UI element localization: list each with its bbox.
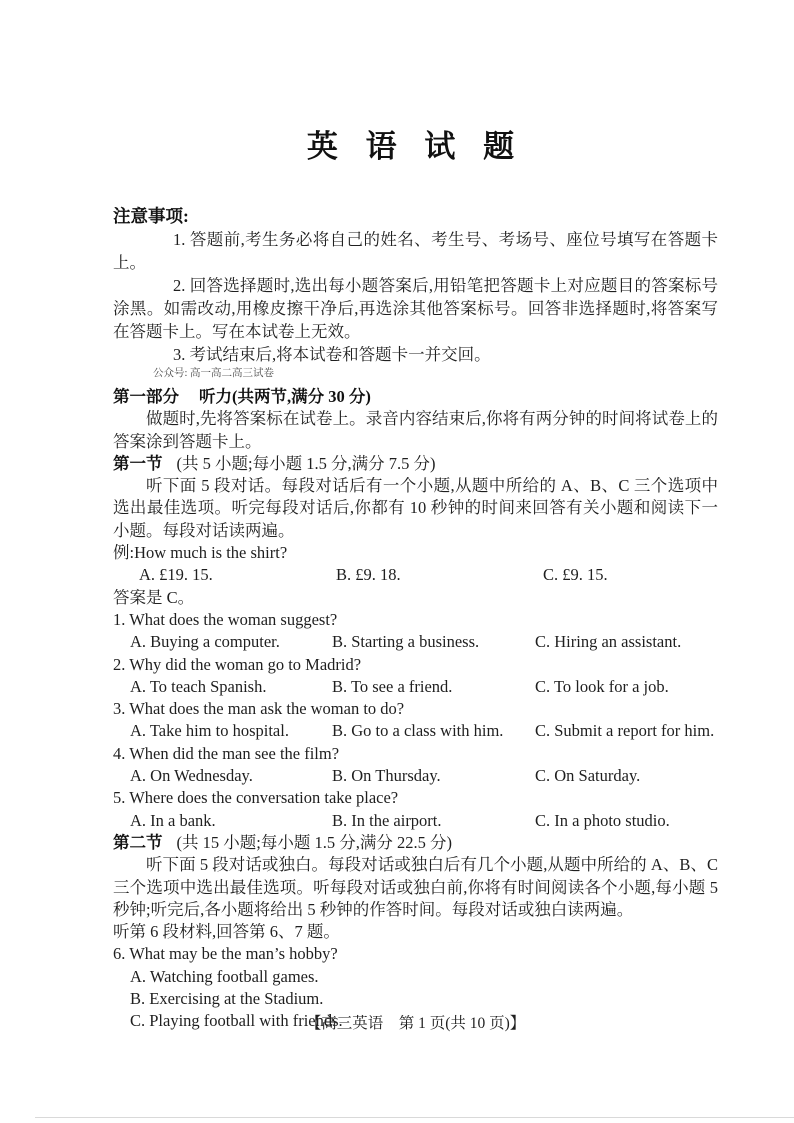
question-2-option-b: B. To see a friend. bbox=[332, 676, 453, 696]
section1-label: 第一节 bbox=[113, 453, 163, 473]
example-options-row bbox=[113, 564, 718, 586]
question-4-text: 4. When did the man see the film? bbox=[113, 743, 340, 763]
question-2-option-c: C. To look for a job. bbox=[535, 676, 669, 696]
section1-instructions: 听下面 5 段对话。每段对话后有一个小题,从题中所给的 A、B、C 三个选项中选出最佳选项。听完每段对话后,你都有 10 秒钟的时间来回答有关小题和阅读下一小题。每段对话读两遍。 bbox=[113, 476, 718, 540]
question-3-option-b: B. Go to a class with him. bbox=[332, 721, 504, 741]
watermark-text: 公众号: 高一高二高三试卷 bbox=[153, 368, 275, 379]
example-answer: 答案是 C。 bbox=[113, 587, 195, 607]
question-2-option-a: A. To teach Spanish. bbox=[130, 676, 267, 696]
question-1-option-b: B. Starting a business. bbox=[332, 632, 480, 652]
part1-title: 听力(共两节,满分 30 分) bbox=[199, 387, 371, 406]
section2-subtitle: (共 15 小题;每小题 1.5 分,满分 22.5 分) bbox=[176, 832, 452, 852]
part1-heading bbox=[113, 386, 718, 408]
notice-heading: 注意事项: bbox=[113, 206, 189, 226]
section2-heading bbox=[113, 832, 718, 854]
part1-label: 第一部分 bbox=[113, 387, 179, 406]
question-4-option-c: C. On Saturday. bbox=[535, 766, 641, 786]
question-4-options bbox=[113, 765, 718, 787]
notice-item-1: 1. 答题前,考生务必将自己的姓名、考生号、考场号、座位号填写在答题卡上。 bbox=[113, 230, 718, 272]
question-3-option-c: C. Submit a report for him. bbox=[535, 721, 715, 741]
question-5-option-c: C. In a photo studio. bbox=[535, 810, 670, 830]
question-2-text: 2. Why did the woman go to Madrid? bbox=[113, 654, 362, 674]
question-5-option-b: B. In the airport. bbox=[332, 810, 442, 830]
question-1-text: 1. What does the woman suggest? bbox=[113, 609, 338, 629]
section1-heading bbox=[113, 453, 718, 475]
notice-item-2: 2. 回答选择题时,选出每小题答案后,用铅笔把答题卡上对应题目的答案标号涂黑。如需改动,用橡皮擦干净后,再选涂其他答案标号。回答非选择题时,将答案写在答题卡上。写在本试卷上无效。 bbox=[113, 276, 718, 341]
question-3-option-a: A. Take him to hospital. bbox=[130, 721, 289, 741]
question-6-text: 6. What may be the man’s hobby? bbox=[113, 944, 338, 964]
example-prompt: 例:How much is the shirt? bbox=[113, 543, 288, 563]
question-6-option-c: C. Playing football with friends. bbox=[130, 1011, 343, 1031]
page-content bbox=[113, 205, 718, 1033]
question-6-option-a: A. Watching football games. bbox=[130, 966, 319, 986]
notice-item-3: 3. 考试结束后,将本试卷和答题卡一并交回。 bbox=[173, 345, 491, 364]
question-4-option-b: B. On Thursday. bbox=[332, 766, 441, 786]
page-title: 英 语 试 题 bbox=[306, 129, 525, 164]
question-2-options bbox=[113, 676, 718, 698]
question-5-options bbox=[113, 810, 718, 832]
question-4-option-a: A. On Wednesday. bbox=[130, 766, 253, 786]
section2-label: 第二节 bbox=[113, 832, 163, 852]
question-1-option-c: C. Hiring an assistant. bbox=[535, 632, 682, 652]
page-footer: 【高三英语 第 1 页(共 10 页)】 bbox=[305, 1015, 526, 1032]
example-option-b: B. £9. 18. bbox=[336, 565, 401, 585]
question-1-options bbox=[113, 631, 718, 653]
part1-intro: 做题时,先将答案标在试卷上。录音内容结束后,你将有两分钟的时间将试卷上的答案涂到答题卡上。 bbox=[113, 409, 718, 451]
question-5-text: 5. Where does the conversation take place? bbox=[113, 788, 399, 808]
question-6-option-b: B. Exercising at the Stadium. bbox=[130, 989, 324, 1009]
question-3-options bbox=[113, 720, 718, 742]
material-6-note: 听第 6 段材料,回答第 6、7 题。 bbox=[113, 922, 340, 942]
scan-edge-line bbox=[35, 1117, 794, 1118]
question-1-option-a: A. Buying a computer. bbox=[130, 632, 280, 652]
section1-subtitle: (共 5 小题;每小题 1.5 分,满分 7.5 分) bbox=[176, 453, 436, 473]
exam-body bbox=[113, 386, 718, 1033]
question-5-option-a: A. In a bank. bbox=[130, 810, 216, 830]
example-option-c: C. £9. 15. bbox=[543, 565, 608, 585]
section2-instructions: 听下面 5 段对话或独白。每段对话或独白后有几个小题,从题中所给的 A、B、C 三个选项中选出最佳选项。听每段对话或独白前,你将有时间阅读各个小题,每小题 5 秒钟;听完后,各小题将给出 5 秒钟的作答时间。每段对话或独白读两遍。 bbox=[113, 855, 718, 919]
question-3-text: 3. What does the man ask the woman to do? bbox=[113, 699, 405, 719]
example-option-a: A. £19. 15. bbox=[139, 565, 213, 585]
